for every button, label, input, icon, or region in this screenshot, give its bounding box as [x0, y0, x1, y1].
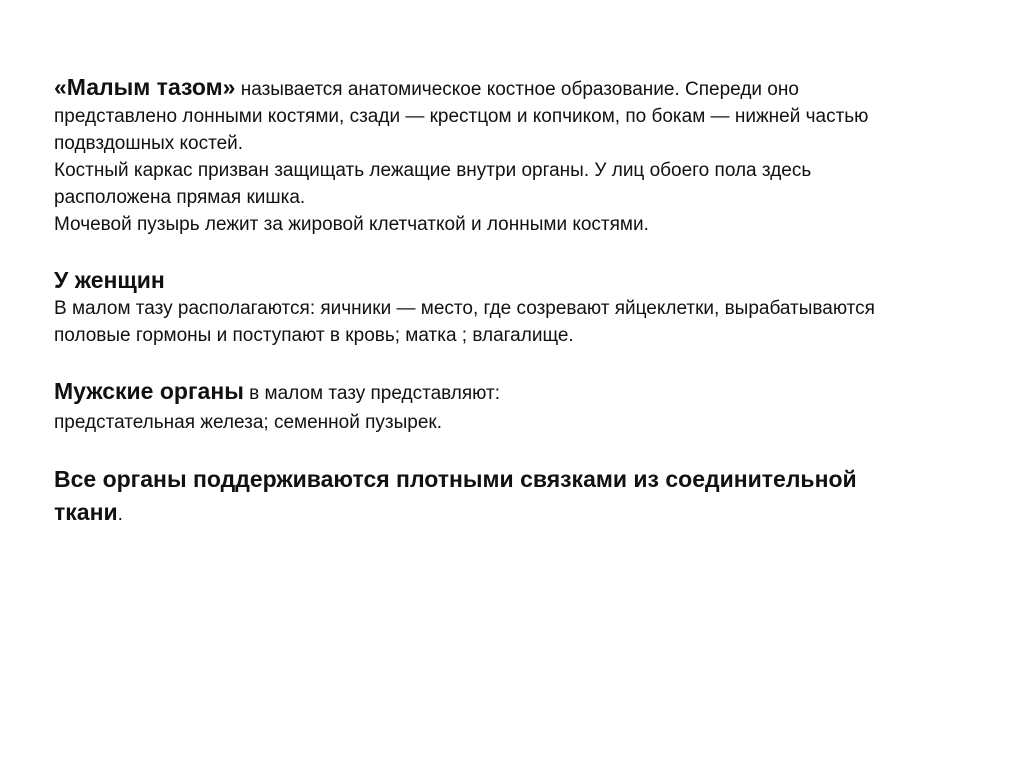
women-line-2: половые гормоны и поступают в кровь; матка ; влагалище.	[54, 325, 574, 346]
men-lead-term: Мужские органы	[54, 378, 244, 404]
men-line-1-text: в малом тазу представляют:	[243, 383, 500, 404]
intro-line-1-text: называется анатомическое костное образование. Спереди оно	[235, 79, 799, 100]
men-line-2: предстательная железа; семенной пузырек.	[54, 412, 443, 433]
intro-line-4: Костный каркас призван защищать лежащие внутри органы. У лиц обоего пола здесь	[54, 160, 812, 181]
intro-lead-term: «Малым тазом»	[54, 74, 236, 100]
spacer	[54, 349, 974, 376]
summary-line-2-text: ткани	[54, 499, 118, 525]
intro-line-1	[54, 74, 974, 103]
women-heading: У женщин	[54, 267, 165, 293]
summary-tail: .	[117, 504, 123, 525]
summary-line-1: Все органы поддерживаются плотными связками из соединительной	[54, 466, 857, 492]
spacer	[54, 238, 974, 265]
intro-line-3: подвздошных костей.	[54, 133, 244, 154]
intro-line-6: Мочевой пузырь лежит за жировой клетчаткой и лонными костями.	[54, 214, 649, 235]
intro-line-2: представлено лонными костями, сзади — крестцом и копчиком, по бокам — нижней частью	[54, 106, 869, 127]
summary-line-2	[54, 496, 974, 531]
slide-content	[54, 74, 974, 531]
spacer	[54, 436, 974, 463]
intro-line-5: расположена прямая кишка.	[54, 187, 306, 208]
women-line-1: В малом тазу располагаются: яичники — место, где созревают яйцеклетки, вырабатываются	[54, 298, 875, 319]
men-line-1	[54, 376, 974, 409]
